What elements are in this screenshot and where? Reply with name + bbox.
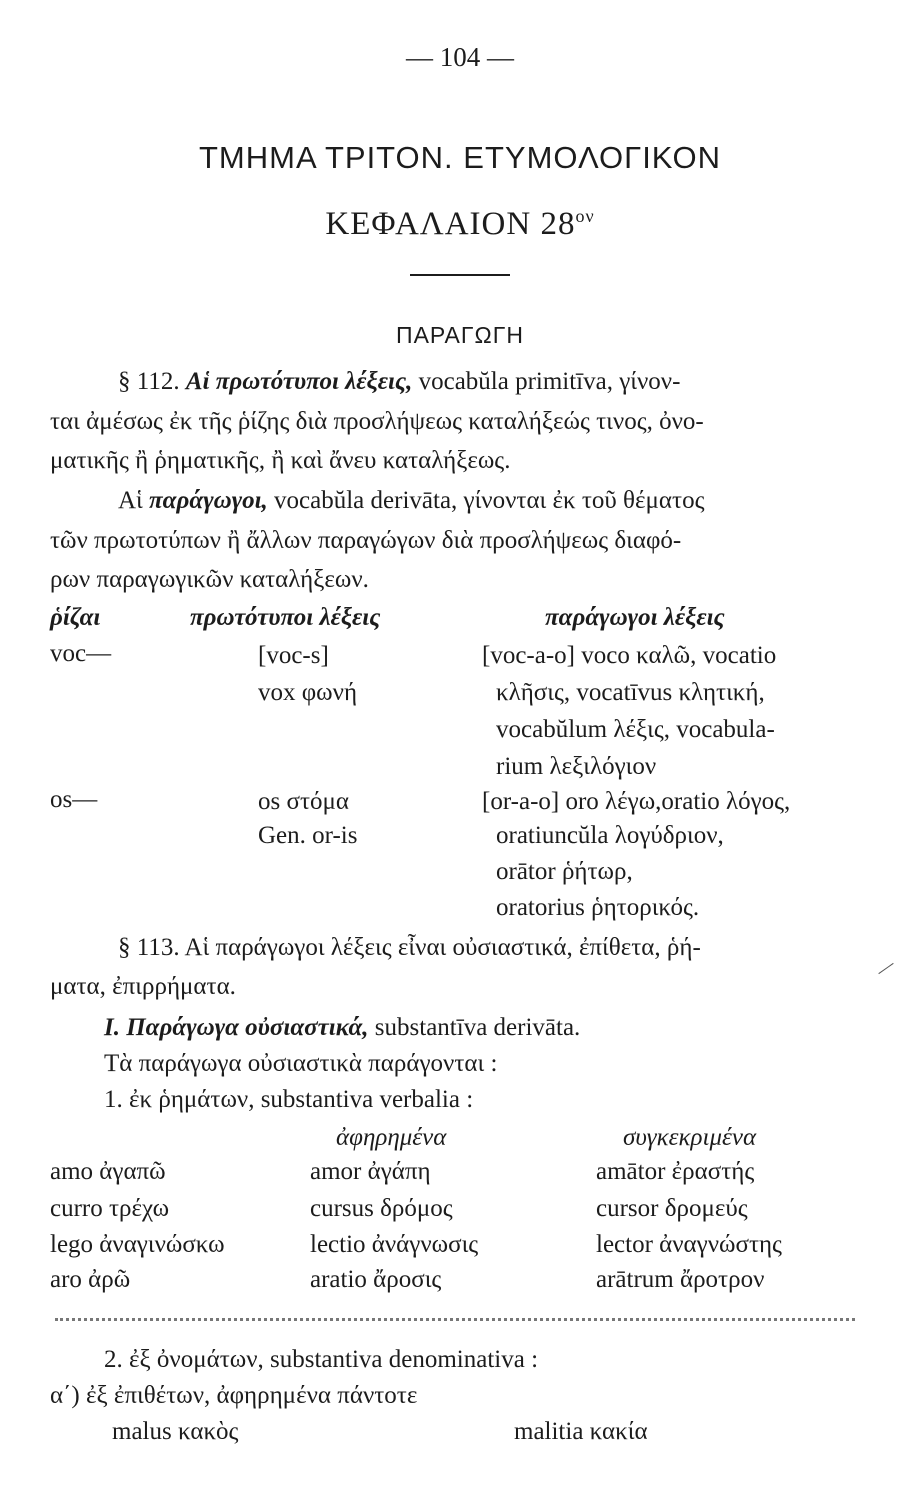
p112-line-2: ται ἀμέσως ἐκ τῆς ῥίζης διὰ προσλήψεως καταλήξεώς τινος, ὀνο- [50,408,704,435]
root-os: os— [50,786,98,813]
table1-header-primitive: πρωτότυποι λέξεις [190,604,381,631]
primitive-voc-1: [voc-s] [258,642,329,669]
derived-voc-3: vocabŭlum λέξις, vocabula- [496,716,775,743]
p112-number: § 112. [118,368,186,395]
p112-term-2: παράγωγοι, [149,487,268,514]
example-malitia: malitia κακία [514,1418,648,1445]
p112-line-6: ρων παραγωγικῶν καταλήξεων. [50,566,369,593]
p112-line-1 [118,368,680,396]
verb-lego: lego ἀναγινώσκω [50,1231,225,1258]
chapter-title-text: ΚΕΦΑΛΑΙΟΝ [325,206,532,242]
p112-line-3: ματικῆς ἢ ῥηματικῆς, ἢ καὶ ἄνευ καταλήξεως. [50,447,511,474]
p113-line-2: ματα, ἐπιρρήματα. [50,973,236,1000]
abstract-aratio: aratio ἄροσις [310,1266,442,1293]
derived-voc-1: [voc-a-o] voco καλῶ, vocatio [482,642,777,669]
chapter-number-suffix: ον [575,206,595,226]
table2-header-abstract: ἀφηρημένα [336,1124,447,1151]
table2-header-concrete: συγκεκριμένα [623,1124,757,1151]
chapter-title [0,206,920,243]
p112-text: vocabŭla primitīva, γίνον- [412,368,681,395]
verb-curro: curro τρέχω [50,1195,170,1222]
example-malus: malus κακὸς [112,1418,239,1445]
chapter-number: 28 [540,206,576,242]
page-number: — 104 — [406,42,514,72]
root-voc: voc— [50,640,112,667]
primitive-os-2: Gen. or-is [258,822,358,849]
table1-header-roots: ῥίζαι [50,604,101,631]
dotted-separator [55,1318,855,1321]
derived-os-2: oratiuncŭla λογύδριον, [496,822,724,849]
derived-os-1: [or-a-o] oro λέγω,oratio λόγος, [482,788,791,815]
concrete-lector: lector ἀναγνώστης [596,1231,782,1258]
p112-line-4-start: Αἱ [118,487,150,514]
abstract-cursus: cursus δρόμος [310,1195,453,1222]
concrete-cursor: cursor δρομεύς [596,1195,748,1222]
derived-os-4: oratorius ῥητορικός. [496,894,700,921]
abstract-amor: amor ἀγάπη [310,1158,431,1185]
derived-os-3: orātor ῥήτωρ, [496,858,633,885]
primitive-os-1: os στόμα [258,788,350,815]
concrete-amator: amātor ἐραστής [596,1158,755,1185]
section-title: ΤΜΗΜΑ ΤΡΙΤΟΝ. ΕΤΥΜΟΛΟΓΙΚΟΝ [198,140,722,175]
title-divider [410,274,510,276]
part1-heading-latin: substantīva derivāta. [368,1014,581,1041]
part1-heading [104,1014,580,1042]
part1-line-3: 1. ἐκ ῥημάτων, substantiva verbalia : [104,1086,474,1113]
table1-header-derived: παράγωγοι λέξεις [545,604,725,631]
part2-line-2: α΄) ἐξ ἐπιθέτων, ἀφηρημένα πάντοτε [50,1382,418,1409]
abstract-lectio: lectio ἀνάγνωσις [310,1231,479,1258]
p112-line-4-rest: vocabŭla derivāta, γίνονται ἐκ τοῦ θέματος [267,487,705,514]
part2-line-1: 2. ἐξ ὀνομάτων, substantiva denominativa : [104,1346,539,1373]
p112-line-5: τῶν πρωτοτύπων ἢ ἄλλων παραγώγων διὰ προσλήψεως διαφό- [50,527,682,554]
part1-heading-greek: Ι. Παράγωγα οὐσιαστικά, [104,1014,369,1041]
verb-amo: amo ἀγαπῶ [50,1158,166,1185]
derived-voc-2: κλῆσις, vocatīvus κλητική, [496,679,765,706]
p112-term: Αἱ πρωτότυποι λέξεις, [185,368,413,395]
derived-voc-4: rium λεξιλόγιον [496,753,657,780]
margin-mark [878,963,893,974]
p112-line-4 [118,487,704,515]
concrete-aratrum: arātrum ἄροτρον [596,1266,765,1293]
p113-line-1: § 113. Αἱ παράγωγοι λέξεις εἶναι οὐσιαστικά, ἐπίθετα, ῥή- [118,934,701,961]
part1-line-2: Τὰ παράγωγα οὐσιαστικὰ παράγονται : [104,1050,498,1077]
primitive-voc-2: vox φωνή [258,679,358,706]
subsection-title: ΠΑΡΑΓΩΓΗ [395,322,525,348]
verb-aro: aro ἀρῶ [50,1266,131,1293]
